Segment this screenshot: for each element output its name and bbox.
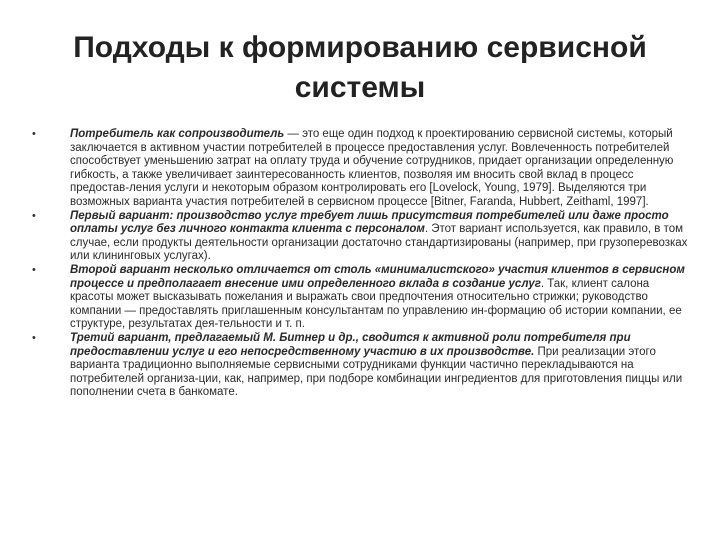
bullet-list — [32, 128, 688, 400]
bullet-item-2 — [32, 210, 688, 264]
bullet-1-emphasis: Потребитель как сопроизводитель — [70, 128, 285, 140]
bullet-4-text: При реализации этого варианта традиционно выполняемые сервисными сотрудниками функции частично перекладываются на потребителей организа-ции, как, например, при подборе комбинации ингредиентов для приготовления пиццы или пополнении счета в банкомате. — [70, 345, 683, 399]
bullet-2-emphasis: Первый вариант: производство услуг требует лишь присутствия потребителей или даже просто оплаты услуг без личного контакта клиента с персоналом — [70, 209, 669, 236]
bullet-dot-icon: • — [32, 128, 36, 140]
bullet-item-3 — [32, 264, 688, 332]
slide-title-line-2: системы — [294, 71, 426, 104]
bullet-item-4 — [32, 332, 688, 400]
bullet-dot-icon: • — [32, 331, 36, 344]
bullet-2-text: . Этот вариант используется, как правило, в том случае, если продукты деятельности организации достаточно стандартизированы (например, при грузоперевозках или клининговых услугах). — [70, 223, 688, 263]
slide-title — [40, 28, 680, 108]
bullet-1-text: — это еще один подход к проектированию сервисной системы, который заключается в активном участии потребителей в процессе предоставления услуг. Вовлеченность потребителей способствует уменьшению затрат на оплату труда и обучение сотрудников, придает организации определенную гибкость, а также увеличивает заинтересованность клиентов, позволяя им вносить свой вклад в процесс предостав-ления услуги и некоторым образом контролировать его [Lovelock, Young, 1979]. Выделяются три возможных варианта участия потребителей в сервисном процессе [Bitner, Faranda, Hubbert, Zeithaml, 1997]. — [70, 128, 674, 208]
bullet-dot-icon: • — [32, 263, 36, 276]
bullet-3-text: . Так, клиент салона красоты может высказывать пожелания и выражать свои предпочтения относительно стрижки; руководство компании — предоставлять приглашенным консультантам по управлению ин-формацию об истории компании, ее структуре, результатах дея-тельности и т. п. — [70, 277, 682, 331]
bullet-3-emphasis: Второй вариант несколько отличается от столь «минималистского» участия клиентов в сервисном процессе и предполагает внесение ими определенного вклада в создание услуг — [70, 263, 685, 290]
bullet-4-emphasis: Третий вариант, предлагаемый М. Битнер и др., сводится к активной роли потребителя при предоставлении услуг и его непосредственному участию в их производстве. — [70, 331, 631, 358]
bullet-dot-icon: • — [32, 209, 36, 222]
bullet-item-1 — [32, 128, 688, 210]
slide-title-line-1: Подходы к формированию сервисной — [73, 31, 647, 64]
